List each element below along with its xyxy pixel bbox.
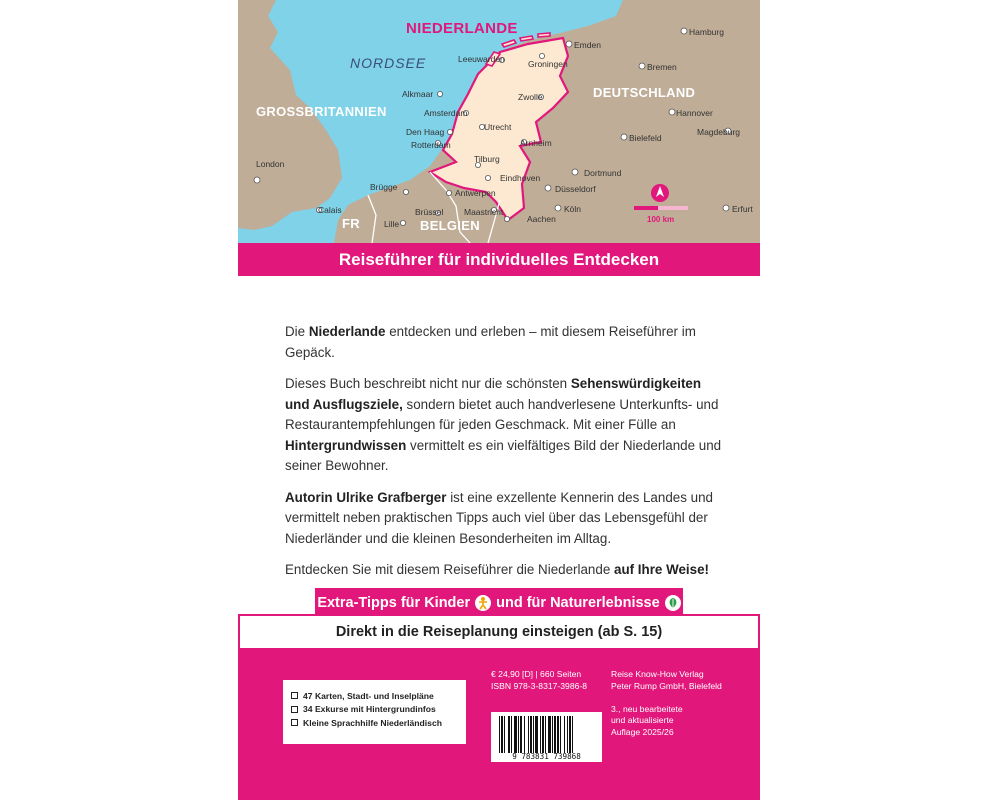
barcode-bar (572, 716, 573, 753)
city-label-groningen: Groningen (528, 59, 568, 69)
checkbox-square-icon (291, 706, 298, 713)
city-label-duesseldorf: Düsseldorf (555, 184, 596, 194)
book-info (491, 669, 599, 692)
extra-tips-natur-label: und für Naturerlebnisse (496, 595, 660, 611)
city-label-erfurt: Erfurt (732, 204, 753, 214)
city-label-antwerpen: Antwerpen (455, 188, 496, 198)
city-label-magdeburg: Magdeburg (697, 127, 741, 137)
barcode-bar (560, 716, 561, 753)
checkbox-square-icon (291, 719, 298, 726)
city-label-maastricht: Maastricht (464, 207, 504, 217)
country-label-grossbritannien: GROSSBRITANNIEN (256, 104, 387, 119)
barcode-bar (533, 716, 534, 753)
city-label-alkmaar: Alkmaar (402, 89, 434, 99)
barcode-bar (540, 716, 541, 753)
city-label-eindhoven: Eindhoven (500, 173, 541, 183)
extra-tips-kinder-label: Extra-Tipps für Kinder (317, 595, 471, 611)
description-paragraph: Entdecken Sie mit diesem Reiseführer die Niederlande auf Ihre Weise! (285, 562, 710, 577)
barcode-bar (514, 716, 517, 753)
barcode-bar (528, 716, 529, 753)
city-label-denhaag: Den Haag (406, 127, 445, 137)
country-label-fr: FR (342, 216, 360, 231)
feature-item: 47 Karten, Stadt- und Inselpläne (291, 689, 458, 703)
city-label-amsterdam: Amsterdam (424, 108, 468, 118)
city-label-emden: Emden (574, 40, 601, 50)
city-label-aachen: Aachen (527, 214, 556, 224)
city-label-bremen: Bremen (647, 62, 677, 72)
barcode-bar (504, 716, 505, 753)
tagline-banner: Reiseführer für individuelles Entdecken (238, 243, 760, 276)
publisher-info (611, 669, 751, 738)
isbn: ISBN 978-3-8317-3986-8 (491, 680, 588, 691)
city-label-bielefeld: Bielefeld (629, 133, 662, 143)
description (285, 322, 725, 592)
barcode (491, 712, 602, 762)
barcode-bar (530, 716, 532, 753)
barcode-bar (567, 716, 568, 753)
city-label-bruegge: Brügge (370, 182, 398, 192)
nature-leaf-icon (665, 595, 681, 611)
publisher-name: Reise Know-How Verlag (611, 669, 704, 679)
map-netherlands (238, 0, 760, 243)
extra-tips-tab (315, 588, 683, 618)
barcode-bar (535, 716, 538, 753)
barcode-bar (508, 716, 510, 753)
description-paragraph: Autorin Ulrike Grafberger ist eine exzellente Kennerin des Landes und vermittelt neben praktischen Tipps auch viel über das Lebensgefühl der Niederländer und die kleinen Besonderheiten im Alltag. (285, 489, 713, 546)
sea-label-nordsee: NORDSEE (350, 55, 427, 71)
city-label-lille: Lille (384, 219, 400, 229)
description-paragraph: Dieses Buch beschreibt nicht nur die schönsten Sehenswürdigkeiten und Ausflugsziele, sondern bietet auch handverlesene Unterkunfts- und Restaurantempfehlungen für jeden Geschmack. Mit einer Fülle an Hintergrundwissen vermittelt es ein vielfältiges Bild der Niederlande und seiner Bewohner. (285, 376, 722, 473)
city-label-hamburg: Hamburg (689, 27, 724, 37)
scale-label: 100 km (647, 215, 675, 224)
barcode-bar (542, 716, 544, 753)
barcode-bar (552, 716, 553, 753)
city-label-bruessel: Brüssel (415, 207, 444, 217)
feature-item: Kleine Sprachhilfe Niederländisch (291, 716, 458, 730)
barcode-bar (499, 716, 500, 753)
barcode-bar (545, 716, 546, 753)
planning-headline: Direkt in die Reiseplanung einsteigen (ab S. 15) (240, 616, 758, 648)
barcode-bar (548, 716, 551, 753)
barcode-bars (499, 716, 596, 753)
edition-line: Auflage 2025/26 (611, 726, 674, 737)
barcode-bar (554, 716, 556, 753)
checkbox-square-icon (291, 692, 298, 699)
city-label-utrecht: Utrecht (484, 122, 512, 132)
barcode-bar (511, 716, 512, 753)
child-icon (475, 595, 491, 611)
country-label-belgien: BELGIEN (420, 218, 480, 233)
city-label-arnheim: Arnheim (520, 138, 552, 148)
city-label-calais: Calais (318, 205, 342, 215)
city-label-hannover: Hannover (676, 108, 713, 118)
edition-line: 3., neu bearbeitete (611, 703, 683, 714)
city-label-tilburg: Tilburg (474, 154, 500, 164)
barcode-digits: 9 783831 739868 (512, 752, 581, 761)
city-label-leeuwarden: Leeuwarden (458, 54, 505, 64)
city-label-london: London (256, 159, 285, 169)
barcode-bar (524, 716, 525, 753)
edition-line: und aktualisierte (611, 715, 674, 725)
country-label-niederlande: NIEDERLANDE (406, 20, 518, 37)
features-box (283, 680, 466, 744)
barcode-bar (569, 716, 571, 753)
book-back-cover (238, 0, 760, 800)
barcode-bar (501, 716, 503, 753)
city-label-dortmund: Dortmund (584, 168, 622, 178)
city-label-rotterdam: Rotterdam (411, 140, 451, 150)
feature-item: 34 Exkurse mit Hintergrundinfos (291, 703, 458, 717)
city-label-zwolle: Zwolle (518, 92, 543, 102)
publisher-sub: Peter Rump GmbH, Bielefeld (611, 680, 722, 691)
barcode-bar (557, 716, 559, 753)
barcode-bar (518, 716, 519, 753)
price-pages: € 24,90 [D] | 660 Seiten (491, 669, 582, 679)
barcode-bar (564, 716, 565, 753)
description-paragraph: Die Niederlande entdecken und erleben – mit diesem Reiseführer im Gepäck. (285, 324, 696, 360)
country-label-deutschland: DEUTSCHLAND (593, 85, 696, 100)
city-label-koeln: Köln (564, 204, 582, 214)
barcode-bar (520, 716, 522, 753)
